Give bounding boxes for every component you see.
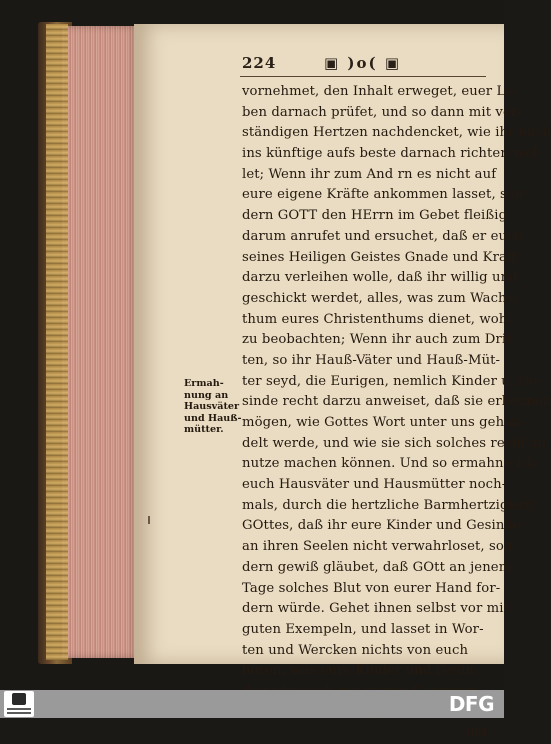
text-line: eure eigene Kräfte ankommen lasset, son- bbox=[242, 187, 529, 203]
text-line: ter seyd, die Eurigen, nemlich Kinder u. Ge- bbox=[242, 373, 542, 389]
logo-text-line bbox=[7, 712, 31, 714]
text-line: hören, was eure Kinder und Gesin- bbox=[242, 663, 479, 679]
margin-note-line: mütter. bbox=[184, 424, 224, 435]
header-ornament: ▣ )o( ▣ bbox=[324, 54, 401, 72]
text-line: vornehmet, den Inhalt erweget, euer Le- bbox=[242, 84, 518, 99]
body-text bbox=[242, 82, 551, 744]
text-line: dern würde. Gehet ihnen selbst vor mit bbox=[242, 601, 509, 617]
page-stack-edges bbox=[62, 26, 140, 658]
text-line: ins künftige aufs beste darnach richten wol- bbox=[242, 146, 542, 162]
text-line: dern GOTT den HErrn im Gebet fleißig bbox=[242, 208, 508, 224]
text-line: darzu verleihen wolle, daß ihr willig und bbox=[242, 270, 518, 286]
text-line: geschickt werdet, alles, was zum Wachs- bbox=[242, 290, 519, 306]
margin-note-line: nung an bbox=[184, 389, 229, 401]
text-line: nutze machen können. Und so ermahne ich bbox=[242, 456, 537, 472]
text-line: delt werde, und wie sie sich solches recht zu bbox=[242, 435, 547, 451]
text-line: zu beobachten; Wenn ihr auch zum Drit- bbox=[242, 332, 517, 348]
page-blemish bbox=[148, 516, 150, 524]
text-line: ständigen Hertzen nachdencket, wie ihr euch bbox=[242, 125, 551, 141]
text-line: mögen, wie Gottes Wort unter uns gehan- bbox=[242, 415, 526, 430]
text-line: darum anrufet und ersuchet, daß er euch bbox=[242, 228, 524, 244]
margin-note-line: Ermah- bbox=[184, 378, 224, 389]
text-line: ben darnach prüfet, und so dann mit ver- bbox=[242, 104, 522, 120]
logo-emblem-icon bbox=[12, 693, 26, 705]
viewer-footer bbox=[0, 690, 504, 718]
text-line-catchword: det bbox=[466, 725, 488, 741]
text-line: ten, so ihr Hauß-Väter und Hauß-Müt- bbox=[242, 352, 501, 368]
library-logo[interactable] bbox=[4, 691, 34, 717]
text-line: Tage solches Blut von eurer Hand for- bbox=[242, 580, 501, 596]
text-line: GOttes, daß ihr eure Kinder und Gesinde bbox=[242, 518, 521, 534]
dfg-logo[interactable]: DFG bbox=[448, 692, 494, 716]
logo-text-line bbox=[7, 708, 31, 710]
margin-note bbox=[184, 378, 244, 436]
text-line: dern gewiß gläubet, daß GOtt an jenem bbox=[242, 559, 512, 575]
text-line: seines Heiligen Geistes Gnade und Kraft bbox=[242, 249, 518, 265]
text-line: sinde recht darzu anweiset, daß sie erkennen bbox=[242, 394, 551, 410]
gold-trim-edge bbox=[46, 24, 68, 660]
header-rule bbox=[240, 76, 486, 77]
margin-note-line: und Hauß- bbox=[184, 412, 242, 424]
text-line: mals, durch die hertzliche Barmhertzigkeit bbox=[242, 497, 535, 513]
text-line: let; Wenn ihr zum And rn es nicht auf bbox=[242, 166, 497, 182]
page-number: 224 bbox=[242, 54, 277, 72]
page-header bbox=[242, 54, 472, 76]
text-line: euch Hausväter und Hausmütter noch- bbox=[242, 477, 507, 493]
text-line: thum eures Christenthums dienet, wohl bbox=[242, 311, 512, 327]
margin-note-line: Hausväter bbox=[184, 401, 240, 412]
text-line: ten und Wercken nichts von euch bbox=[242, 642, 469, 658]
text-line: guten Exempeln, und lasset in Wor- bbox=[242, 621, 484, 637]
text-line: an ihren Seelen nicht verwahrloset, son- bbox=[242, 539, 518, 555]
